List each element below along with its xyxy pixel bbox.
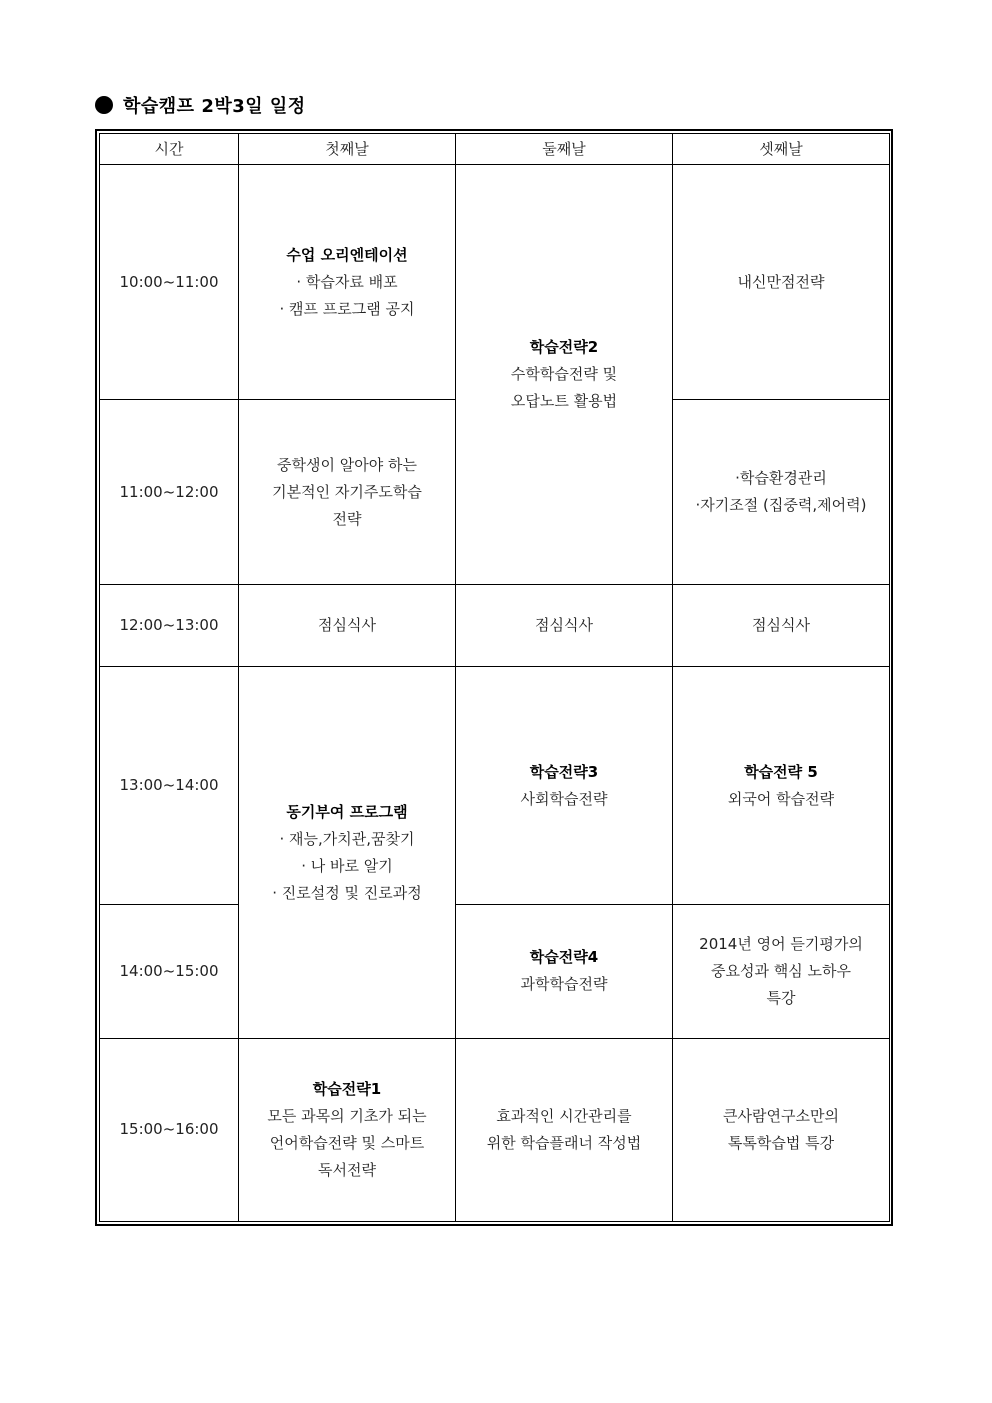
session-title: 학습전략 5 bbox=[744, 762, 818, 781]
day3-grades-cell: 내신만점전략 bbox=[673, 165, 890, 400]
session-line: · 캠프 프로그램 공지 bbox=[279, 299, 415, 318]
session-line: 중학생이 알아야 하는 bbox=[277, 455, 417, 474]
day1-selfdirected-cell bbox=[239, 400, 456, 585]
time-cell: 14:00~15:00 bbox=[100, 904, 239, 1038]
time-cell: 15:00~16:00 bbox=[100, 1038, 239, 1221]
session-line: 언어학습전략 및 스마트 bbox=[269, 1133, 425, 1152]
table-row bbox=[100, 1038, 890, 1221]
page-heading bbox=[95, 92, 306, 118]
session-title: 학습전략4 bbox=[529, 948, 599, 967]
session-title: 동기부여 프로그램 bbox=[286, 802, 408, 821]
session-title: 학습전략2 bbox=[529, 338, 599, 357]
session-line: 중요성과 핵심 노하우 bbox=[711, 961, 851, 980]
session-line: · 재능,가치관,꿈찾기 bbox=[279, 829, 415, 848]
session-title: 수업 오리엔테이션 bbox=[286, 245, 408, 264]
session-line: ·학습환경관리 bbox=[735, 469, 827, 488]
page-title: 학습캠프 2박3일 일정 bbox=[123, 96, 306, 117]
header-day2: 둘째날 bbox=[456, 134, 673, 165]
session-line: · 진로설정 및 진로과정 bbox=[272, 883, 422, 902]
table-row bbox=[100, 904, 890, 1038]
day1-lunch-cell: 점심식사 bbox=[239, 585, 456, 667]
schedule-table bbox=[99, 133, 890, 1222]
bullet-icon bbox=[95, 96, 113, 114]
session-line: 특강 bbox=[766, 988, 796, 1007]
session-line: 독서전략 bbox=[318, 1160, 376, 1179]
session-line: 위한 학습플래너 작성법 bbox=[486, 1133, 642, 1152]
time-cell: 11:00~12:00 bbox=[100, 400, 239, 585]
day1-orientation-cell bbox=[239, 165, 456, 400]
table-row bbox=[100, 667, 890, 904]
time-cell: 12:00~13:00 bbox=[100, 585, 239, 667]
time-cell: 10:00~11:00 bbox=[100, 165, 239, 400]
session-line: 전략 bbox=[332, 509, 362, 528]
day3-lunch-cell: 점심식사 bbox=[673, 585, 890, 667]
schedule-frame bbox=[95, 129, 893, 1226]
session-line: · 나 바로 알기 bbox=[301, 856, 393, 875]
session-line: 기본적인 자기주도학습 bbox=[272, 482, 422, 501]
day2-strategy4-cell bbox=[456, 904, 673, 1038]
day3-listening-cell bbox=[673, 904, 890, 1038]
session-line: 외국어 학습전략 bbox=[727, 789, 835, 808]
session-line: 2014년 영어 듣기평가의 bbox=[699, 934, 863, 953]
header-time: 시간 bbox=[100, 134, 239, 165]
header-row bbox=[100, 134, 890, 165]
table-row bbox=[100, 165, 890, 400]
day2-strategy2-cell bbox=[456, 165, 673, 585]
session-line: 톡톡학습법 특강 bbox=[727, 1133, 835, 1152]
session-line: 큰사람연구소만의 bbox=[723, 1106, 839, 1125]
session-title: 학습전략1 bbox=[312, 1079, 382, 1098]
session-line: 과학학습전략 bbox=[520, 975, 608, 994]
day2-planner-cell bbox=[456, 1038, 673, 1221]
session-line: 사회학습전략 bbox=[520, 789, 608, 808]
day1-strategy1-cell bbox=[239, 1038, 456, 1221]
day3-environment-cell bbox=[673, 400, 890, 585]
session-line: 오답노트 활용법 bbox=[510, 392, 618, 411]
header-day3: 셋째날 bbox=[673, 134, 890, 165]
session-line: · 학습자료 배포 bbox=[296, 272, 398, 291]
day3-strategy5-cell bbox=[673, 667, 890, 904]
session-title: 학습전략3 bbox=[529, 762, 599, 781]
day1-motivation-cell bbox=[239, 667, 456, 1038]
day2-strategy3-cell bbox=[456, 667, 673, 904]
session-line: 효과적인 시간관리를 bbox=[496, 1106, 632, 1125]
time-cell: 13:00~14:00 bbox=[100, 667, 239, 904]
day3-lecture-cell bbox=[673, 1038, 890, 1221]
header-day1: 첫째날 bbox=[239, 134, 456, 165]
session-line: 수학학습전략 및 bbox=[510, 365, 618, 384]
day2-lunch-cell: 점심식사 bbox=[456, 585, 673, 667]
session-line: ·자기조절 (집중력,제어력) bbox=[695, 496, 867, 515]
session-line: 모든 과목의 기초가 되는 bbox=[267, 1106, 427, 1125]
table-row bbox=[100, 585, 890, 667]
